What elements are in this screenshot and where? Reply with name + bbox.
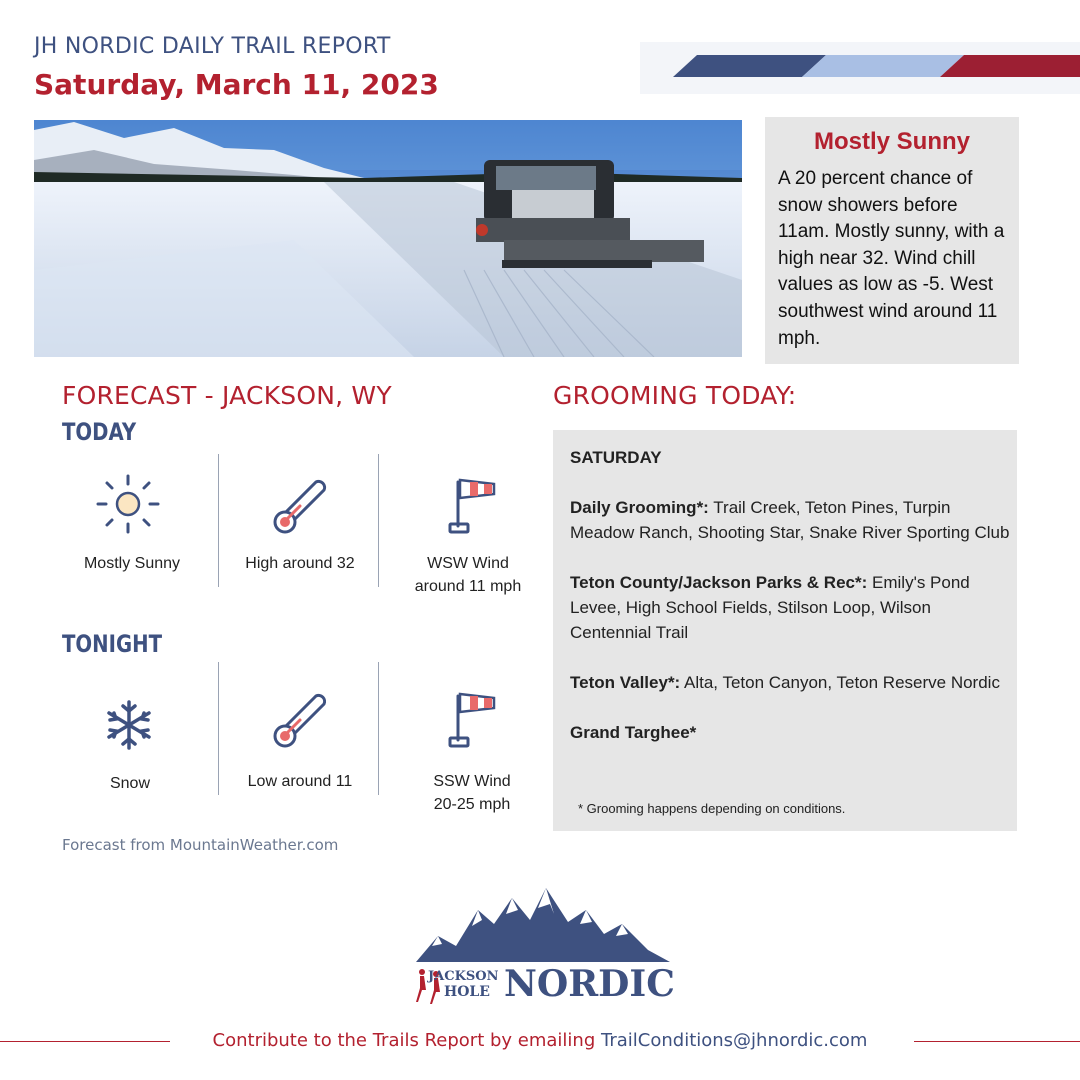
footer-text: Contribute to the Trails Report by emailing — [212, 1030, 596, 1051]
divider — [218, 662, 219, 795]
divider — [218, 454, 219, 587]
grooming-group-name: Grand Targhee* — [570, 722, 697, 742]
today-wind-line2: around 11 mph — [414, 578, 522, 596]
weather-summary-title: Mostly Sunny — [813, 128, 970, 155]
report-title: JH NORDIC DAILY TRAIL REPORT — [34, 34, 391, 59]
logo-word: NORDIC — [504, 963, 675, 1005]
thermometer-icon — [270, 688, 332, 755]
forecast-source: Forecast from MountainWeather.com — [62, 836, 339, 854]
tonight-temp-text: Low around 11 — [247, 773, 353, 790]
report-date: Saturday, March 11, 2023 — [34, 68, 439, 101]
grooming-group-name: Teton Valley*: — [570, 672, 681, 692]
grooming-group — [570, 721, 1012, 746]
tonight-wind-line2: 20-25 mph — [433, 796, 511, 814]
snowflake-icon — [104, 698, 154, 757]
grooming-group-name: Teton County/Jackson Parks & Rec*: — [570, 572, 868, 592]
today-wind-line1: WSW Wind — [427, 555, 509, 572]
thermometer-icon — [270, 474, 332, 541]
sun-icon — [94, 474, 162, 539]
trail-groomer-photo — [34, 120, 742, 357]
grooming-group — [570, 571, 1012, 646]
grooming-group-trails: Alta, Teton Canyon, Teton Reserve Nordic — [684, 672, 1000, 692]
decorative-stripes — [640, 42, 1080, 94]
today-wind-text — [388, 552, 548, 598]
tonight-wind-text — [392, 770, 552, 816]
jackson-hole-nordic-logo — [408, 880, 678, 1010]
grooming-group-name: Daily Grooming*: — [570, 497, 709, 517]
tonight-sky-text: Snow — [109, 775, 151, 792]
grooming-heading: GROOMING TODAY: — [553, 381, 797, 410]
grooming-group-trails: Trail Creek, Teton Pines, Turpin Meadow Ranch, Shooting Star, Snake River Sporting Club — [570, 497, 1010, 542]
grooming-group — [570, 671, 1012, 696]
tonight-wind-line1: SSW Wind — [433, 773, 511, 790]
footer-email-link[interactable]: TrailConditions@jhnordic.com — [601, 1030, 868, 1051]
windsock-icon — [442, 688, 502, 755]
logo-line2: HOLE — [444, 984, 490, 1000]
weather-summary-text: A 20 percent chance of snow showers before 11am. Mostly sunny, with a high near 32. Wind chill values as low as -5. West southwest wind around 11 mph. — [778, 168, 1005, 349]
grooming-day: SATURDAY — [570, 448, 662, 467]
logo-line1: JACKSON — [428, 969, 499, 984]
windsock-icon — [442, 474, 502, 541]
today-temp-text: High around 32 — [245, 555, 355, 572]
divider — [378, 454, 379, 587]
grooming-group-trails: Emily's Pond Levee, High School Fields, Stilson Loop, Wilson Centennial Trail — [570, 572, 970, 642]
tonight-label: TONIGHT — [62, 630, 163, 658]
grooming-list — [570, 446, 1012, 746]
grooming-group — [570, 496, 1012, 546]
today-sky-text: Mostly Sunny — [83, 555, 181, 572]
today-label: TODAY — [62, 418, 137, 446]
divider — [378, 662, 379, 795]
grooming-note: * Grooming happens depending on conditions. — [578, 801, 846, 816]
forecast-heading: FORECAST - JACKSON, WY — [62, 381, 392, 410]
footer — [0, 1030, 1080, 1052]
